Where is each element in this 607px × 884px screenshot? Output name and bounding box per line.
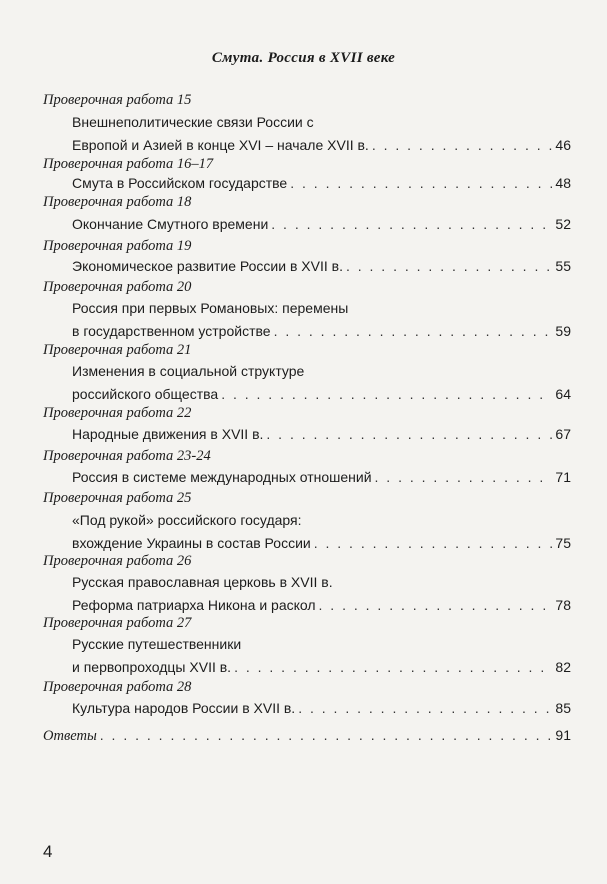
section-heading: Проверочная работа 22	[43, 405, 192, 421]
leader-dots	[375, 466, 552, 489]
page-number: 78	[555, 597, 571, 613]
page-number: 71	[555, 469, 571, 485]
entry-text: и первопроходцы XVII в.	[72, 659, 232, 675]
entry-text: Экономическое развитие России в XVII в.	[72, 258, 343, 274]
toc-entry-answers[interactable]	[43, 727, 571, 745]
page-number: 91	[555, 727, 571, 743]
entry-text: Ответы	[43, 728, 97, 744]
toc-entry[interactable]	[72, 255, 571, 278]
section-heading: Проверочная работа 15	[43, 92, 192, 108]
section-heading: Проверочная работа 27	[43, 615, 192, 631]
page-number: 75	[555, 535, 571, 551]
toc-entry[interactable]	[72, 509, 571, 555]
section-heading: Проверочная работа 26	[43, 553, 192, 569]
leader-dots	[372, 134, 552, 157]
toc-entry[interactable]	[72, 111, 571, 157]
page-number: 48	[555, 175, 571, 191]
page-number: 55	[555, 258, 571, 274]
leader-dots	[221, 383, 552, 406]
entry-text: Изменения в социальной структуре	[72, 363, 305, 379]
page-title: Смута. Россия в XVII веке	[211, 50, 396, 66]
section-heading: Проверочная работа 20	[43, 279, 192, 295]
toc-entry[interactable]	[72, 466, 571, 489]
entry-text: Россия в системе международных отношений	[72, 469, 372, 485]
leader-dots	[298, 697, 552, 720]
entry-text: Культура народов России в XVII в.	[72, 700, 296, 716]
page-number: 67	[555, 426, 571, 442]
page-number: 82	[555, 659, 571, 675]
entry-text: Русская православная церковь в XVII в.	[72, 574, 333, 590]
page-number: 46	[555, 137, 571, 153]
toc-entry[interactable]	[72, 360, 571, 406]
entry-text: Окончание Смутного времени	[72, 216, 269, 232]
leader-dots	[314, 532, 552, 555]
toc-entry[interactable]	[72, 633, 571, 679]
leader-dots	[234, 656, 552, 679]
page-number: 52	[555, 216, 571, 232]
section-heading: Проверочная работа 23-24	[43, 448, 211, 464]
entry-text: Россия при первых Романовых: перемены	[72, 300, 349, 316]
leader-dots	[100, 727, 553, 743]
leader-dots	[290, 172, 552, 195]
leader-dots	[346, 255, 552, 278]
toc-entry[interactable]	[72, 297, 571, 343]
entry-text: Реформа патриарха Никона и раскол	[72, 597, 316, 613]
entry-text: российского общества	[72, 386, 219, 402]
entry-text: Европой и Азией в конце XVI – начале XVII в.	[72, 137, 369, 153]
entry-text: вхождение Украины в состав России	[72, 535, 311, 551]
leader-dots	[274, 320, 552, 343]
leader-dots	[319, 594, 552, 617]
folio-page-number: 4	[43, 842, 53, 861]
toc-entry[interactable]	[72, 571, 571, 617]
section-heading: Проверочная работа 21	[43, 342, 192, 358]
entry-text: Народные движения в XVII в.	[72, 426, 264, 442]
section-heading: Проверочная работа 16–17	[43, 156, 214, 172]
toc-entry[interactable]	[72, 172, 571, 195]
section-heading: Проверочная работа 25	[43, 490, 192, 506]
toc-entry[interactable]	[72, 697, 571, 720]
page-number: 59	[555, 323, 571, 339]
section-heading: Проверочная работа 18	[43, 194, 192, 210]
section-heading: Проверочная работа 28	[43, 679, 192, 695]
entry-text: Русские путешественники	[72, 636, 242, 652]
entry-text: Смута в Российском государстве	[72, 175, 288, 191]
leader-dots	[266, 423, 552, 446]
toc-entry[interactable]	[72, 423, 571, 446]
page-number: 64	[555, 386, 571, 402]
leader-dots	[271, 213, 552, 236]
section-heading: Проверочная работа 19	[43, 238, 192, 254]
toc-entry[interactable]	[72, 213, 571, 236]
entry-text: «Под рукой» российского государя:	[72, 512, 302, 528]
entry-text: в государственном устройстве	[72, 323, 271, 339]
page-number: 85	[555, 700, 571, 716]
entry-text: Внешнеполитические связи России с	[72, 114, 314, 130]
